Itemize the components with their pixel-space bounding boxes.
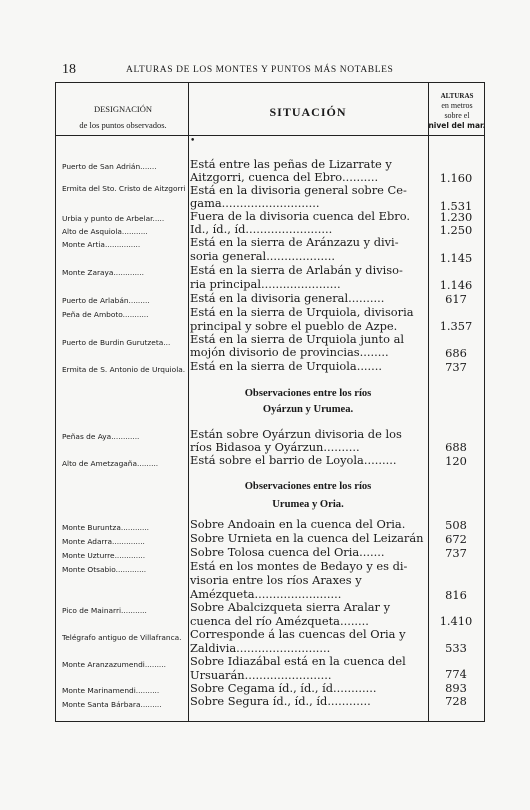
row-5-name: Monte Artia............... — [62, 240, 141, 249]
row-19-name: Monte Aranzazumendi......... — [62, 660, 166, 669]
alturas-sobre-el: sobre el — [444, 111, 470, 120]
row-2-desc-2: gama........................... — [190, 196, 320, 210]
row-16-name: Monte Otsabio............. — [62, 565, 147, 574]
page-number: 18 — [62, 62, 76, 77]
alturas-en-metros: en metros — [441, 101, 473, 110]
row-1-desc-1: Está entre las peñas de Lizarrate y — [190, 157, 392, 171]
row-17-desc-2: cuenca del río Amézqueta........ — [190, 614, 369, 628]
row-7-alt: 617 — [445, 292, 467, 306]
alturas-header — [428, 91, 486, 131]
row-7-name: Puerto de Arlabán......... — [62, 296, 150, 305]
row-13-desc-1: Sobre Andoain en la cuenca del Oria. — [190, 517, 406, 531]
row-16-desc-2: visoria entre los ríos Araxes y — [190, 573, 362, 587]
section-2-line-1: Observaciones entre los ríos — [244, 481, 372, 492]
row-5-desc-2: soria general................... — [190, 249, 335, 263]
row-11-name: Peñas de Aya............ — [62, 432, 140, 441]
row-5-desc-1: Está en la sierra de Aránzazu y divi- — [190, 235, 399, 249]
row-3-name: Urbia y punto de Arbelar..... — [62, 214, 165, 223]
row-7-desc-1: Está en la divisoria general.......... — [190, 291, 385, 305]
row-6-desc-2: ria principal...................... — [190, 277, 341, 291]
row-10-desc-1: Está en la sierra de Urquiola....... — [190, 359, 383, 373]
row-16-desc-3: Amézqueta........................ — [190, 587, 342, 601]
section-2-line-2: Urumea y Oria. — [272, 499, 344, 510]
row-1-name: Puerto de San Adrián....... — [62, 162, 157, 171]
row-20-alt: 893 — [445, 681, 467, 695]
row-17-alt: 1.410 — [439, 614, 473, 628]
row-4-desc-1: Id., íd., íd........................ — [190, 222, 333, 236]
row-12-desc-1: Está sobre el barrio de Loyola......... — [190, 453, 397, 467]
row-11-alt: 688 — [445, 440, 467, 454]
row-18-alt: 533 — [445, 641, 467, 655]
alturas-nivel-del-mar: nivel del mar. — [428, 121, 486, 130]
row-8-alt: 1.357 — [439, 319, 473, 333]
row-19-desc-1: Sobre Idiazábal está en la cuenca del — [190, 654, 406, 668]
bullet-mark: • — [190, 136, 196, 146]
row-16-desc-1: Está en los montes de Bedayo y es di- — [190, 559, 408, 573]
row-8-desc-2: principal y sobre el pueblo de Azpe. — [190, 319, 398, 333]
row-8-name: Peña de Amboto........... — [62, 310, 149, 319]
row-6-desc-1: Está en la sierra de Arlabán y diviso- — [190, 263, 403, 277]
row-17-name: Pico de Mainarri........... — [62, 606, 147, 615]
row-9-desc-2: mojón divisorio de provincias........ — [190, 345, 389, 359]
row-19-alt: 774 — [445, 667, 467, 681]
row-2-alt: 1.531 — [439, 199, 473, 213]
row-21-name: Monte Santa Bárbara......... — [62, 700, 162, 709]
row-14-name: Monte Adarra.............. — [62, 537, 145, 546]
row-2-desc-1: Está en la divisoria general sobre Ce- — [190, 183, 407, 197]
row-8-desc-1: Está en la sierra de Urquiola, divisoria — [190, 305, 414, 319]
alturas-title: ALTURAS — [440, 92, 474, 100]
row-12-name: Alto de Ametzagaña......... — [62, 459, 159, 468]
row-2-name: Ermita del Sto. Cristo de Aitzgorri — [62, 184, 186, 193]
row-4-name: Alto de Asquiola........... — [62, 227, 148, 236]
designacion-subtitle: de los puntos observados. — [79, 120, 167, 130]
row-18-desc-2: Zaldivia.......................... — [190, 641, 331, 655]
page-header — [62, 62, 482, 78]
row-9-alt: 686 — [445, 346, 467, 360]
row-18-desc-1: Corresponde á las cuencas del Oria y — [190, 627, 406, 641]
row-20-desc-1: Sobre Cegama íd., íd., íd............ — [190, 681, 377, 695]
row-21-desc-1: Sobre Segura íd., íd., íd............ — [190, 694, 371, 708]
row-15-alt: 737 — [445, 546, 467, 560]
designacion-title: DESIGNACIÓN — [93, 104, 153, 114]
row-4-alt: 1.250 — [439, 223, 473, 237]
row-6-name: Monte Zaraya............. — [62, 268, 144, 277]
row-6-alt: 1.146 — [439, 278, 473, 292]
row-17-desc-1: Sobre Abalcizqueta sierra Aralar y — [190, 600, 391, 614]
running-title: ALTURAS DE LOS MONTES Y PUNTOS MÁS NOTABLES — [126, 65, 394, 75]
row-1-alt: 1.160 — [439, 171, 473, 185]
row-12-alt: 120 — [445, 454, 467, 468]
row-14-desc-1: Sobre Urnieta en la cuenca del Leizarán — [190, 531, 424, 545]
row-3-alt: 1.230 — [439, 210, 473, 224]
column-divider-1 — [188, 83, 189, 721]
row-15-desc-1: Sobre Tolosa cuenca del Oria....... — [190, 545, 385, 559]
row-10-alt: 737 — [445, 360, 467, 374]
designacion-header — [60, 101, 186, 133]
situacion-header: SITUACIÓN — [269, 105, 347, 119]
row-14-alt: 672 — [445, 532, 467, 546]
row-9-desc-1: Está en la sierra de Urquiola junto al — [190, 332, 405, 346]
row-18-name: Telégrafo antiguo de Villafranca. — [62, 633, 182, 642]
row-13-name: Monte Buruntza............ — [62, 523, 150, 532]
row-9-name: Puerto de Burdin Gurutzeta... — [62, 338, 171, 347]
row-15-name: Monte Uzturre............. — [62, 551, 146, 560]
section-1-line-1: Observaciones entre los ríos — [244, 388, 372, 399]
row-5-alt: 1.145 — [439, 251, 473, 265]
row-1-desc-2: Aitzgorri, cuenca del Ebro.......... — [190, 170, 379, 184]
row-13-alt: 508 — [445, 518, 467, 532]
row-11-desc-1: Están sobre Oyárzun divisoria de los — [190, 427, 402, 441]
row-10-name: Ermita de S. Antonio de Urquiola. — [62, 365, 186, 374]
row-21-alt: 728 — [445, 694, 467, 708]
row-3-desc-1: Fuera de la divisoria cuenca del Ebro. — [190, 209, 410, 223]
header-rule — [56, 135, 484, 136]
row-20-name: Monte Marinamendi.......... — [62, 686, 160, 695]
row-19-desc-2: Ursuarán........................ — [190, 668, 332, 682]
row-11-desc-2: ríos Bidasoa y Oyárzun.......... — [190, 440, 360, 454]
section-1-line-2: Oyárzun y Urumea. — [262, 404, 354, 415]
row-16-alt: 816 — [445, 588, 467, 602]
